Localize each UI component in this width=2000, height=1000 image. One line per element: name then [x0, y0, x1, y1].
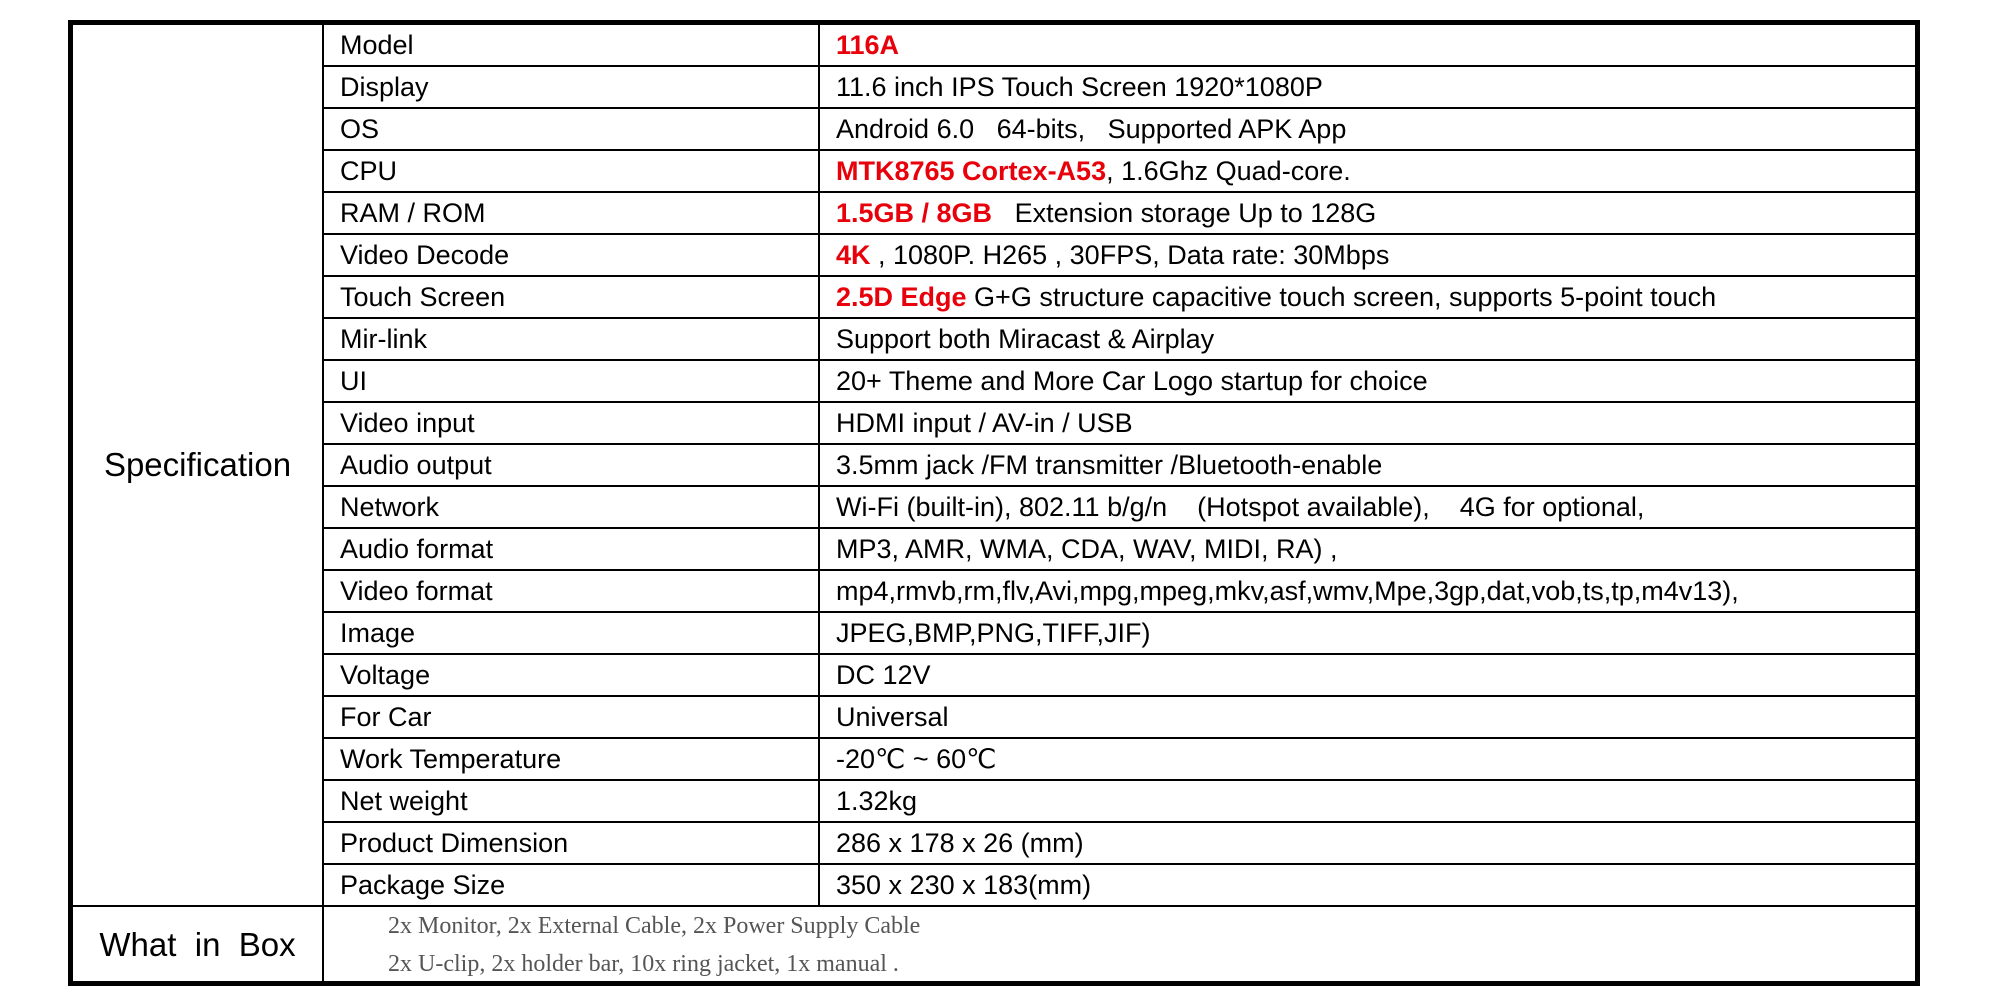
spec-value-text: Support both Miracast & Airplay — [836, 323, 1215, 354]
spec-value-text: 11.6 inch IPS Touch Screen 1920*1080P — [836, 71, 1323, 102]
spec-row-audio-output — [73, 444, 1915, 486]
spec-row-video-decode — [73, 234, 1915, 276]
spec-row-os — [73, 108, 1915, 150]
spec-row-work-temperature — [73, 738, 1915, 780]
spec-value — [819, 66, 1915, 108]
spec-value — [819, 150, 1915, 192]
spec-value-text: 20+ Theme and More Car Logo startup for choice — [836, 365, 1428, 396]
spec-row-display — [73, 66, 1915, 108]
spec-label: OS — [323, 108, 819, 150]
spec-label: Package Size — [323, 864, 819, 906]
spec-value — [819, 822, 1915, 864]
spec-value-text: G+G structure capacitive touch screen, supports 5-point touch — [966, 281, 1717, 312]
spec-label: Audio output — [323, 444, 819, 486]
spec-value — [819, 780, 1915, 822]
box-contents-line: 2x Monitor, 2x External Cable, 2x Power Supply Cable — [388, 913, 921, 939]
spec-value-text: Universal — [836, 701, 949, 732]
spec-value-text: , 1.6Ghz Quad-core. — [1106, 155, 1351, 186]
spec-value — [819, 234, 1915, 276]
spec-label: CPU — [323, 150, 819, 192]
spec-value-text: , 1080P. H265 , 30FPS, Data rate: 30Mbps — [870, 239, 1390, 270]
spec-value — [819, 570, 1915, 612]
spec-value — [819, 108, 1915, 150]
spec-label: Network — [323, 486, 819, 528]
spec-value-highlight: 1.5GB / 8GB — [836, 197, 993, 228]
spec-value-text: Wi-Fi (built-in), 802.11 b/g/n (Hotspot available), 4G for optional, — [836, 491, 1645, 522]
spec-label: Touch Screen — [323, 276, 819, 318]
spec-label: Model — [323, 25, 819, 66]
spec-row-ram-rom — [73, 192, 1915, 234]
spec-row-image — [73, 612, 1915, 654]
spec-value — [819, 276, 1915, 318]
spec-label: Work Temperature — [323, 738, 819, 780]
box-contents — [323, 906, 1915, 983]
spec-value — [819, 360, 1915, 402]
spec-label: UI — [323, 360, 819, 402]
spec-row-cpu — [73, 150, 1915, 192]
spec-value — [819, 25, 1915, 66]
spec-row-ui — [73, 360, 1915, 402]
spec-row-touch-screen — [73, 276, 1915, 318]
spec-value — [819, 864, 1915, 906]
spec-label: Video Decode — [323, 234, 819, 276]
spec-row-product-dimension — [73, 822, 1915, 864]
spec-label: RAM / ROM — [323, 192, 819, 234]
spec-value-highlight: MTK8765 Cortex-A53 — [836, 155, 1107, 186]
spec-value-text: 3.5mm jack /FM transmitter /Bluetooth-enable — [836, 449, 1383, 480]
spec-value — [819, 318, 1915, 360]
spec-label: Net weight — [323, 780, 819, 822]
spec-label: Voltage — [323, 654, 819, 696]
spec-value — [819, 444, 1915, 486]
spec-label: Video format — [323, 570, 819, 612]
spec-value — [819, 402, 1915, 444]
spec-row-mir-link — [73, 318, 1915, 360]
spec-value-text: mp4,rmvb,rm,flv,Avi,mpg,mpeg,mkv,asf,wmv,Mpe,3gp,dat,vob,ts,tp,m4v13), — [836, 575, 1739, 606]
spec-label: Product Dimension — [323, 822, 819, 864]
spec-row-audio-format — [73, 528, 1915, 570]
spec-row-for-car — [73, 696, 1915, 738]
spec-row-net-weight — [73, 780, 1915, 822]
specification-section-label: Specification — [73, 25, 323, 906]
spec-value-text: MP3, AMR, WMA, CDA, WAV, MIDI, RA) , — [836, 533, 1338, 564]
spec-value-highlight: 2.5D Edge — [836, 281, 967, 312]
spec-value-text: Android 6.0 64-bits, Supported APK App — [836, 113, 1347, 144]
spec-value-text: Extension storage Up to 128G — [992, 197, 1377, 228]
spec-value-text: 350 x 230 x 183(mm) — [836, 869, 1092, 900]
spec-value — [819, 528, 1915, 570]
what-in-box-row — [73, 906, 1915, 983]
spec-value — [819, 654, 1915, 696]
spec-row-package-size — [73, 864, 1915, 906]
spec-table — [73, 25, 1915, 983]
box-contents-line: 2x U-clip, 2x holder bar, 10x ring jacket, 1x manual . — [388, 951, 899, 977]
spec-value — [819, 612, 1915, 654]
spec-value-text: -20℃ ~ 60℃ — [836, 743, 997, 774]
spec-value-text: JPEG,BMP,PNG,TIFF,JIF) — [836, 617, 1151, 648]
spec-value — [819, 486, 1915, 528]
spec-value — [819, 192, 1915, 234]
what-in-box-section-label: What in Box — [73, 906, 323, 983]
spec-row-model — [73, 25, 1915, 66]
spec-label: Image — [323, 612, 819, 654]
spec-label: Display — [323, 66, 819, 108]
spec-value-text: DC 12V — [836, 659, 931, 690]
spec-label: Video input — [323, 402, 819, 444]
spec-value — [819, 696, 1915, 738]
spec-label: Audio format — [323, 528, 819, 570]
spec-value — [819, 738, 1915, 780]
spec-sheet — [68, 20, 1920, 986]
spec-value-highlight: 4K — [836, 239, 871, 270]
spec-row-voltage — [73, 654, 1915, 696]
spec-label: For Car — [323, 696, 819, 738]
spec-row-network — [73, 486, 1915, 528]
spec-row-video-format — [73, 570, 1915, 612]
spec-value-highlight: 116A — [836, 29, 900, 60]
spec-row-video-input — [73, 402, 1915, 444]
spec-label: Mir-link — [323, 318, 819, 360]
spec-value-text: HDMI input / AV-in / USB — [836, 407, 1133, 438]
spec-value-text: 1.32kg — [836, 785, 918, 816]
spec-value-text: 286 x 178 x 26 (mm) — [836, 827, 1084, 858]
